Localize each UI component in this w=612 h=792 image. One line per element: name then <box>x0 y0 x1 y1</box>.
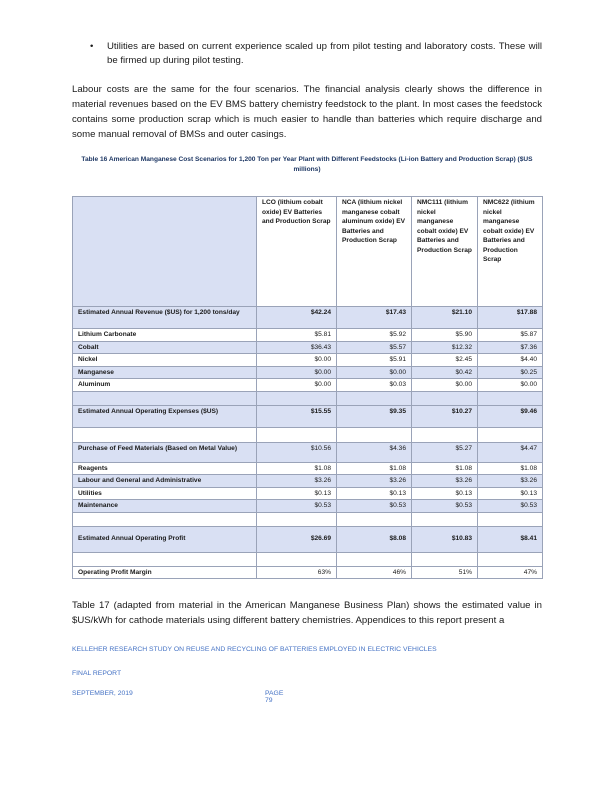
bullet-text: Utilities are based on current experience scaled up from pilot testing and laboratory costs. These will be firmed up during pilot testing. <box>107 41 542 66</box>
cost-scenarios-table <box>72 196 543 579</box>
cell-lco: $0.00 <box>257 354 337 367</box>
empty-cell <box>257 512 337 526</box>
cell-lco: $15.55 <box>257 405 337 427</box>
table-row <box>73 526 543 552</box>
empty-cell <box>478 427 543 442</box>
bullet-marker: • <box>90 41 94 52</box>
cell-nmc622: $9.46 <box>478 405 543 427</box>
cell-lco: $3.26 <box>257 475 337 488</box>
cell-nmc622: 47% <box>478 566 543 579</box>
table-row <box>73 329 543 342</box>
row-label: Lithium Carbonate <box>73 329 257 342</box>
empty-cell <box>412 391 478 405</box>
cell-lco: $36.43 <box>257 341 337 354</box>
cell-nmc622: $8.41 <box>478 526 543 552</box>
cell-nca: $0.53 <box>337 500 412 513</box>
cell-nmc622: $0.13 <box>478 487 543 500</box>
empty-cell <box>257 552 337 566</box>
header-nmc111: NMC111 (lithium nickel manganese cobalt oxide) EV Batteries and Production Scrap <box>412 197 478 307</box>
cell-nmc622: $7.36 <box>478 341 543 354</box>
cell-nmc111: 51% <box>412 566 478 579</box>
empty-cell <box>478 512 543 526</box>
empty-cell <box>73 391 257 405</box>
cell-nca: $5.57 <box>337 341 412 354</box>
header-nca: NCA (lithium nickel manganese cobalt aluminum oxide) EV Batteries and Production Scrap <box>337 197 412 307</box>
cell-nca: $0.13 <box>337 487 412 500</box>
footer-study-title: KELLEHER RESEARCH STUDY ON REUSE AND RECYCLING OF BATTERIES EMPLOYED IN ELECTRIC VEHICLES <box>72 646 437 653</box>
cell-nca: $3.26 <box>337 475 412 488</box>
cell-nmc111: $0.00 <box>412 379 478 392</box>
table-row <box>73 500 543 513</box>
table-row <box>73 354 543 367</box>
footer-date: SEPTEMBER, 2019 <box>72 690 133 697</box>
empty-cell <box>257 391 337 405</box>
cell-lco: 63% <box>257 566 337 579</box>
empty-cell <box>73 512 257 526</box>
cell-nmc622: $0.25 <box>478 366 543 379</box>
spacer-row <box>73 552 543 566</box>
row-label: Estimated Annual Revenue ($US) for 1,200 tons/day <box>73 307 257 329</box>
cell-nca: $8.08 <box>337 526 412 552</box>
row-label: Manganese <box>73 366 257 379</box>
cell-nmc111: $5.90 <box>412 329 478 342</box>
table-row <box>73 475 543 488</box>
empty-cell <box>337 391 412 405</box>
cell-nmc111: $5.27 <box>412 442 478 462</box>
row-label: Cobalt <box>73 341 257 354</box>
cell-nca: $5.92 <box>337 329 412 342</box>
empty-cell <box>412 552 478 566</box>
spacer-row <box>73 427 543 442</box>
empty-cell <box>412 427 478 442</box>
row-label: Operating Profit Margin <box>73 566 257 579</box>
cell-nmc111: $10.83 <box>412 526 478 552</box>
table-row <box>73 366 543 379</box>
cell-nmc111: $0.53 <box>412 500 478 513</box>
row-label: Aluminum <box>73 379 257 392</box>
empty-cell <box>73 552 257 566</box>
cell-lco: $0.53 <box>257 500 337 513</box>
cell-nmc111: $1.08 <box>412 462 478 475</box>
utilities-bullet <box>90 40 542 68</box>
cell-nca: $0.03 <box>337 379 412 392</box>
empty-cell <box>478 391 543 405</box>
empty-cell <box>257 427 337 442</box>
cell-lco: $10.56 <box>257 442 337 462</box>
table-17-paragraph: Table 17 (adapted from material in the American Manganese Business Plan) shows the estimated value in $US/kWh for cathode materials using different battery chemistries. Appendices to this report present a <box>72 600 542 626</box>
table-row <box>73 462 543 475</box>
cell-nca: $9.35 <box>337 405 412 427</box>
cell-nmc111: $3.26 <box>412 475 478 488</box>
cell-nca: 46% <box>337 566 412 579</box>
table-caption: Table 16 American Manganese Cost Scenarios for 1,200 Ton per Year Plant with Different Feedstocks (Li-ion Battery and Production Scrap) ($US millions) <box>81 156 533 173</box>
empty-cell <box>337 427 412 442</box>
labour-costs-paragraph: Labour costs are the same for the four scenarios. The financial analysis clearly shows the difference in material revenues based on the EV BMS battery chemistry feedstock to the plant. In most cases the feedstock contains some production scrap which is much easier to handle than batteries which require discharge and some manual removal of BMSs and outer casings. <box>72 84 542 140</box>
cell-nmc622: $3.26 <box>478 475 543 488</box>
cell-lco: $0.13 <box>257 487 337 500</box>
empty-cell <box>337 552 412 566</box>
table-row <box>73 487 543 500</box>
cell-nca: $17.43 <box>337 307 412 329</box>
cell-nmc622: $4.47 <box>478 442 543 462</box>
cell-nmc622: $1.08 <box>478 462 543 475</box>
spacer-row <box>73 391 543 405</box>
row-label: Estimated Annual Operating Expenses ($US) <box>73 405 257 427</box>
row-label: Estimated Annual Operating Profit <box>73 526 257 552</box>
empty-cell <box>337 512 412 526</box>
footer-date-page <box>72 690 284 704</box>
cell-nmc111: $10.27 <box>412 405 478 427</box>
table-row <box>73 405 543 427</box>
cell-lco: $1.08 <box>257 462 337 475</box>
page-number: PAGE 79 <box>265 690 284 704</box>
cell-nmc622: $0.00 <box>478 379 543 392</box>
cell-nmc111: $2.45 <box>412 354 478 367</box>
row-label: Labour and General and Administrative <box>73 475 257 488</box>
cell-nca: $1.08 <box>337 462 412 475</box>
cell-lco: $42.24 <box>257 307 337 329</box>
cell-lco: $0.00 <box>257 379 337 392</box>
row-label: Maintenance <box>73 500 257 513</box>
empty-cell <box>73 427 257 442</box>
row-label: Reagents <box>73 462 257 475</box>
cell-nmc622: $4.40 <box>478 354 543 367</box>
cell-nmc622: $5.87 <box>478 329 543 342</box>
cell-lco: $5.81 <box>257 329 337 342</box>
spacer-row <box>73 512 543 526</box>
row-label: Nickel <box>73 354 257 367</box>
table-row <box>73 307 543 329</box>
cell-nmc622: $0.53 <box>478 500 543 513</box>
cell-nca: $5.91 <box>337 354 412 367</box>
row-label: Purchase of Feed Materials (Based on Metal Value) <box>73 442 257 462</box>
cell-nmc622: $17.88 <box>478 307 543 329</box>
footer-report-type: FINAL REPORT <box>72 670 122 677</box>
header-nmc622: NMC622 (lithium nickel manganese cobalt oxide) EV Batteries and Production Scrap <box>478 197 543 307</box>
header-lco: LCO (lithium cobalt oxide) EV Batteries and Production Scrap <box>257 197 337 307</box>
cell-lco: $0.00 <box>257 366 337 379</box>
header-blank-cell <box>73 197 257 307</box>
table-row <box>73 566 543 579</box>
cell-nmc111: $0.13 <box>412 487 478 500</box>
table-row <box>73 341 543 354</box>
row-label: Utilities <box>73 487 257 500</box>
cell-lco: $26.69 <box>257 526 337 552</box>
cell-nmc111: $0.42 <box>412 366 478 379</box>
cell-nmc111: $12.32 <box>412 341 478 354</box>
table-row <box>73 442 543 462</box>
cell-nca: $4.36 <box>337 442 412 462</box>
empty-cell <box>478 552 543 566</box>
cell-nmc111: $21.10 <box>412 307 478 329</box>
empty-cell <box>412 512 478 526</box>
table-header-row <box>73 197 543 307</box>
cell-nca: $0.00 <box>337 366 412 379</box>
table-row <box>73 379 543 392</box>
